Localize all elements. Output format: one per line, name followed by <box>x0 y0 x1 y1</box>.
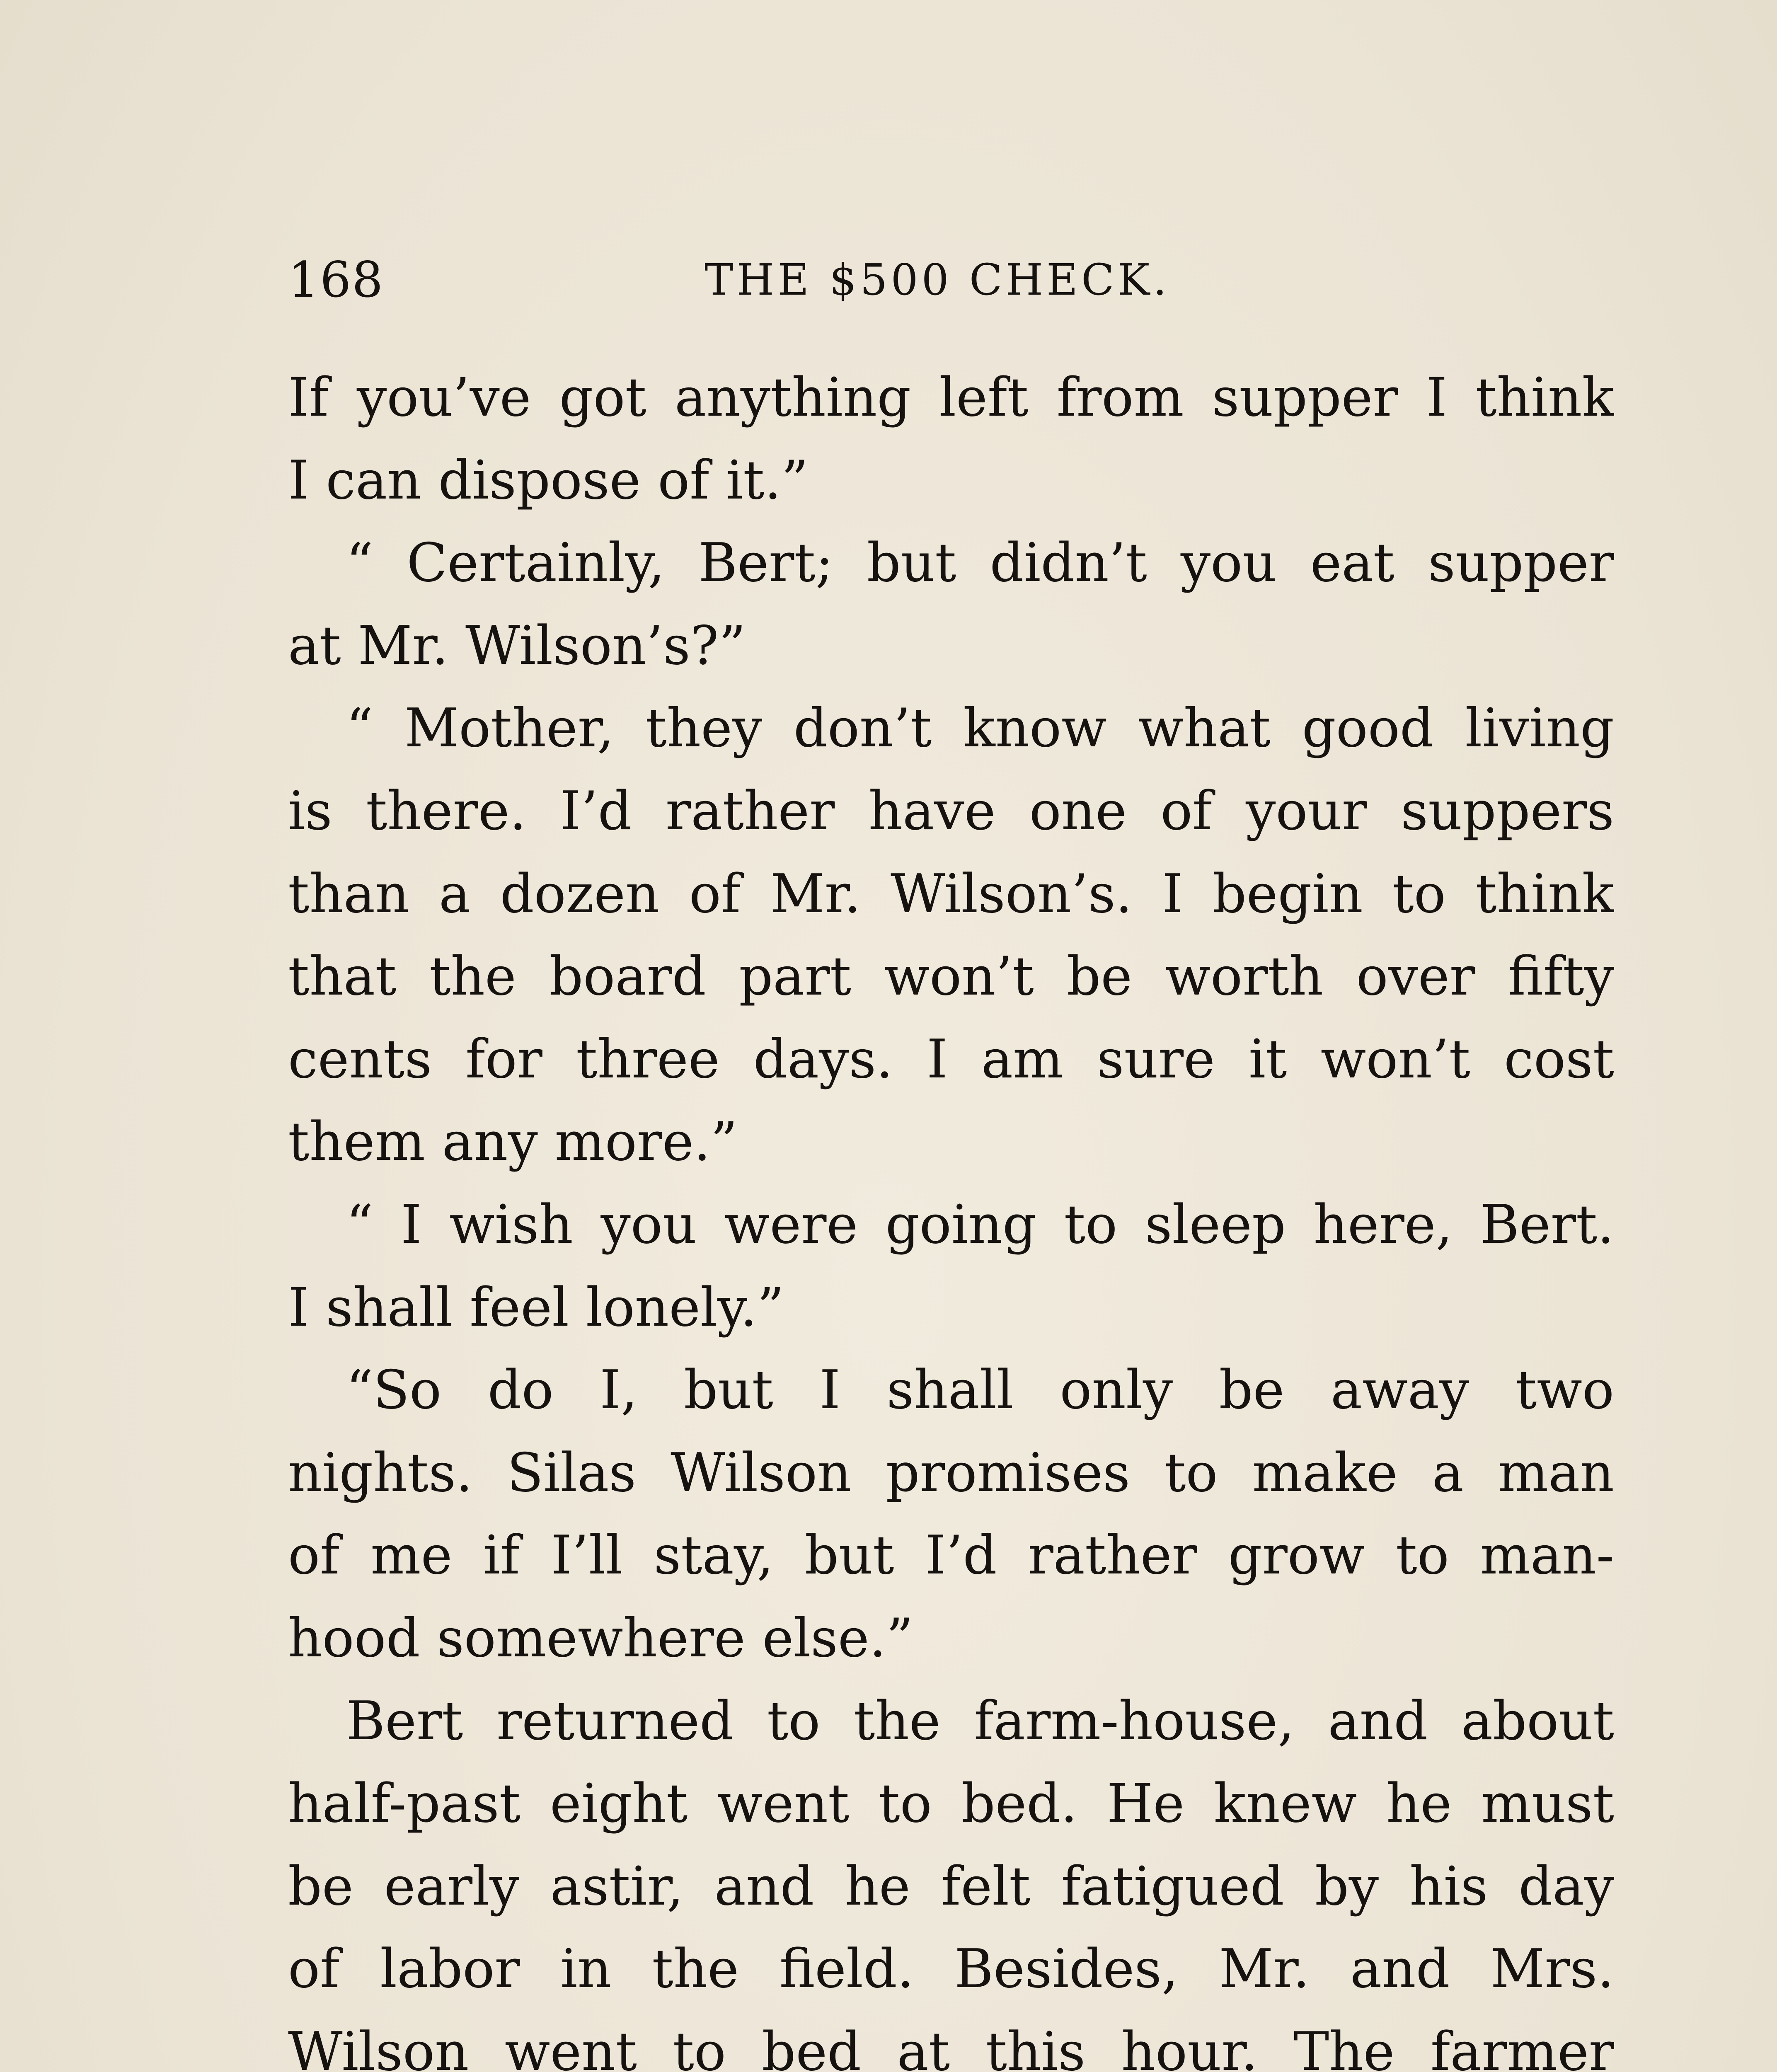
page-header <box>288 244 1614 315</box>
text-line: nights. Silas Wilson promises to make a man <box>288 1442 1614 1504</box>
text-line: If you’ve got anything left from supper I think <box>288 367 1614 428</box>
body-text <box>288 356 1614 2072</box>
text-line: cents for three days. I am sure it won’t cost <box>288 1028 1614 1090</box>
text-line: of labor in the field. Besides, Mr. and Mrs. <box>288 1938 1614 2000</box>
text-line: that the board part won’t be worth over fifty <box>288 946 1614 1008</box>
text-line: half-past eight went to bed. He knew he must <box>288 1773 1614 1835</box>
text-line: Wilson went to bed at this hour. The farmer <box>288 2021 1614 2072</box>
text-line: them any more.” <box>288 1111 738 1173</box>
text-line: “ I wish you were going to sleep here, Bert. <box>346 1193 1614 1256</box>
text-line: I shall feel lonely.” <box>288 1276 784 1339</box>
text-line: “ Mother, they don’t know what good living <box>346 697 1614 760</box>
text-line: “So do I, but I shall only be away two <box>346 1359 1614 1421</box>
text-line: be early astir, and he felt fatigued by his day <box>288 1855 1614 1917</box>
text-line: Bert returned to the farm-house, and about <box>346 1690 1614 1752</box>
text-line: of me if I’ll stay, but I’d rather grow to man- <box>288 1525 1614 1587</box>
text-line: at Mr. Wilson’s?” <box>288 615 746 677</box>
text-line: “ Certainly, Bert; but didn’t you eat supper <box>346 532 1614 594</box>
text-line: is there. I’d rather have one of your suppers <box>288 780 1614 842</box>
text-line: I can dispose of it.” <box>288 449 809 511</box>
text-line: than a dozen of Mr. Wilson’s. I begin to think <box>288 863 1614 925</box>
running-head: THE $500 CHECK. <box>705 254 1170 305</box>
page-number: 168 <box>288 251 384 308</box>
text-line: hood somewhere else.” <box>288 1607 913 1669</box>
